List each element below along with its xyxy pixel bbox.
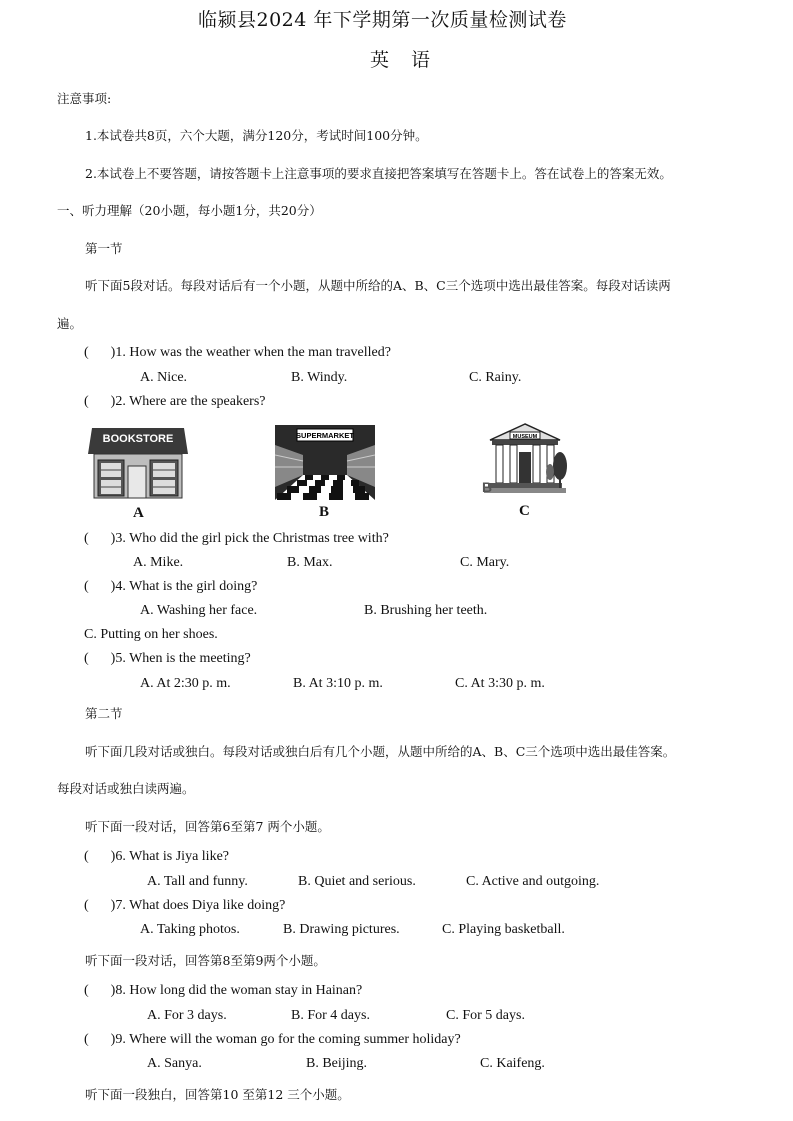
q7-option-b: B. Drawing pictures. xyxy=(283,922,400,937)
q1-option-b: B. Windy. xyxy=(291,370,348,385)
question-stem: )5. When is the meeting? xyxy=(110,651,251,666)
question-stem: )7. What does Diya like doing? xyxy=(110,898,286,913)
q8-option-c: C. For 5 days. xyxy=(446,1008,525,1023)
q5-option-a: A. At 2:30 p. m. xyxy=(140,676,231,691)
q6-option-c: C. Active and outgoing. xyxy=(466,874,600,889)
monologue-intro: 听下面一段独白，回答第10 至第12 三个小题。 xyxy=(85,1087,350,1102)
note-1: 1.本试卷共8页，六个大题，满分120分，考试时间100分钟。 xyxy=(85,128,428,143)
part1-heading: 一、听力理解（20小题，每小题1分，共20分） xyxy=(57,203,322,218)
question-stem: )8. How long did the woman stay in Hainan? xyxy=(110,983,363,998)
q4-option-b: B. Brushing her teeth. xyxy=(364,603,488,618)
q9-option-b: B. Beijing. xyxy=(306,1056,368,1071)
q7-option-a: A. Taking photos. xyxy=(140,922,240,937)
section2-instructions: 听下面几段对话或独白。每段对话或独白后有几个小题，从题中所给的A、B、C三个选项中选出最佳答案。 xyxy=(85,744,676,759)
museum-icon xyxy=(480,422,570,497)
question-8 xyxy=(84,983,362,999)
answer-paren: ( xyxy=(84,651,89,666)
q6-option-a: A. Tall and funny. xyxy=(147,874,248,889)
section1-heading: 第一节 xyxy=(85,241,123,256)
q5-option-c: C. At 3:30 p. m. xyxy=(455,676,545,691)
answer-paren: ( xyxy=(84,898,89,913)
question-6 xyxy=(84,849,229,865)
q1-option-a: A. Nice. xyxy=(140,370,188,385)
question-stem: )9. Where will the woman go for the coming summer holiday? xyxy=(110,1032,461,1047)
q8-option-a: A. For 3 days. xyxy=(147,1008,227,1023)
question-3 xyxy=(84,531,389,547)
question-1 xyxy=(84,345,391,361)
q8-option-b: B. For 4 days. xyxy=(291,1008,370,1023)
supermarket-sign: SUPERMARKET xyxy=(296,431,354,440)
answer-paren: ( xyxy=(84,531,89,546)
subject-title: 英 语 xyxy=(370,49,439,71)
museum-sign: MUSEUM xyxy=(512,434,538,440)
section2-heading: 第二节 xyxy=(85,706,123,721)
q4-option-a: A. Washing her face. xyxy=(140,603,258,618)
question-7 xyxy=(84,898,285,914)
notes-heading: 注意事项: xyxy=(57,91,112,106)
question-9 xyxy=(84,1032,461,1048)
question-stem: )6. What is Jiya like? xyxy=(110,849,229,864)
section1-instructions: 听下面5段对话。每段对话后有一个小题，从题中所给的A、B、C三个选项中选出最佳答案。每段对话读两 xyxy=(85,278,671,293)
question-stem: )3. Who did the girl pick the Christmas tree with? xyxy=(110,531,389,546)
q9-option-a: A. Sanya. xyxy=(147,1056,202,1071)
picture-label-a: A xyxy=(133,505,144,521)
bookstore-sign: BOOKSTORE xyxy=(102,433,174,445)
q6-option-b: B. Quiet and serious. xyxy=(298,874,416,889)
q1-option-c: C. Rainy. xyxy=(469,370,522,385)
question-4 xyxy=(84,579,257,595)
section1-instructions-cont: 遍。 xyxy=(57,316,83,331)
answer-paren: ( xyxy=(84,849,89,864)
answer-paren: ( xyxy=(84,579,89,594)
q3-option-a: A. Mike. xyxy=(133,555,184,570)
answer-paren: ( xyxy=(84,1032,89,1047)
picture-label-b: B xyxy=(319,504,330,520)
question-stem: )1. How was the weather when the man travelled? xyxy=(110,345,391,360)
answer-paren: ( xyxy=(84,345,89,360)
svg-text:B: B xyxy=(482,479,493,495)
answer-paren: ( xyxy=(84,394,89,409)
picture-label-c: C xyxy=(519,503,530,519)
supermarket-icon xyxy=(275,425,375,500)
question-stem: )2. Where are the speakers? xyxy=(110,394,266,409)
q3-option-c: C. Mary. xyxy=(460,555,510,570)
answer-paren: ( xyxy=(84,983,89,998)
q4-option-c: C. Putting on her shoes. xyxy=(84,627,218,642)
bookstore-icon xyxy=(88,420,188,500)
question-stem: )4. What is the girl doing? xyxy=(110,579,258,594)
dialogue-2-intro: 听下面一段对话，回答第8至第9两个小题。 xyxy=(85,953,326,968)
q7-option-c: C. Playing basketball. xyxy=(442,922,565,937)
dialogue-1-intro: 听下面一段对话，回答第6至第7 两个小题。 xyxy=(85,819,330,834)
q3-option-b: B. Max. xyxy=(287,555,333,570)
q9-option-c: C. Kaifeng. xyxy=(480,1056,545,1071)
q5-option-b: B. At 3:10 p. m. xyxy=(293,676,383,691)
question-2 xyxy=(84,394,266,410)
exam-title: 临颍县2024 年下学期第一次质量检测试卷 xyxy=(198,9,567,31)
section2-instructions-cont: 每段对话或独白读两遍。 xyxy=(57,781,195,796)
question-5 xyxy=(84,651,251,667)
note-2: 2.本试卷上不要答题，请按答题卡上注意事项的要求直接把答案填写在答题卡上。答在试卷上的答案无效。 xyxy=(85,166,672,181)
